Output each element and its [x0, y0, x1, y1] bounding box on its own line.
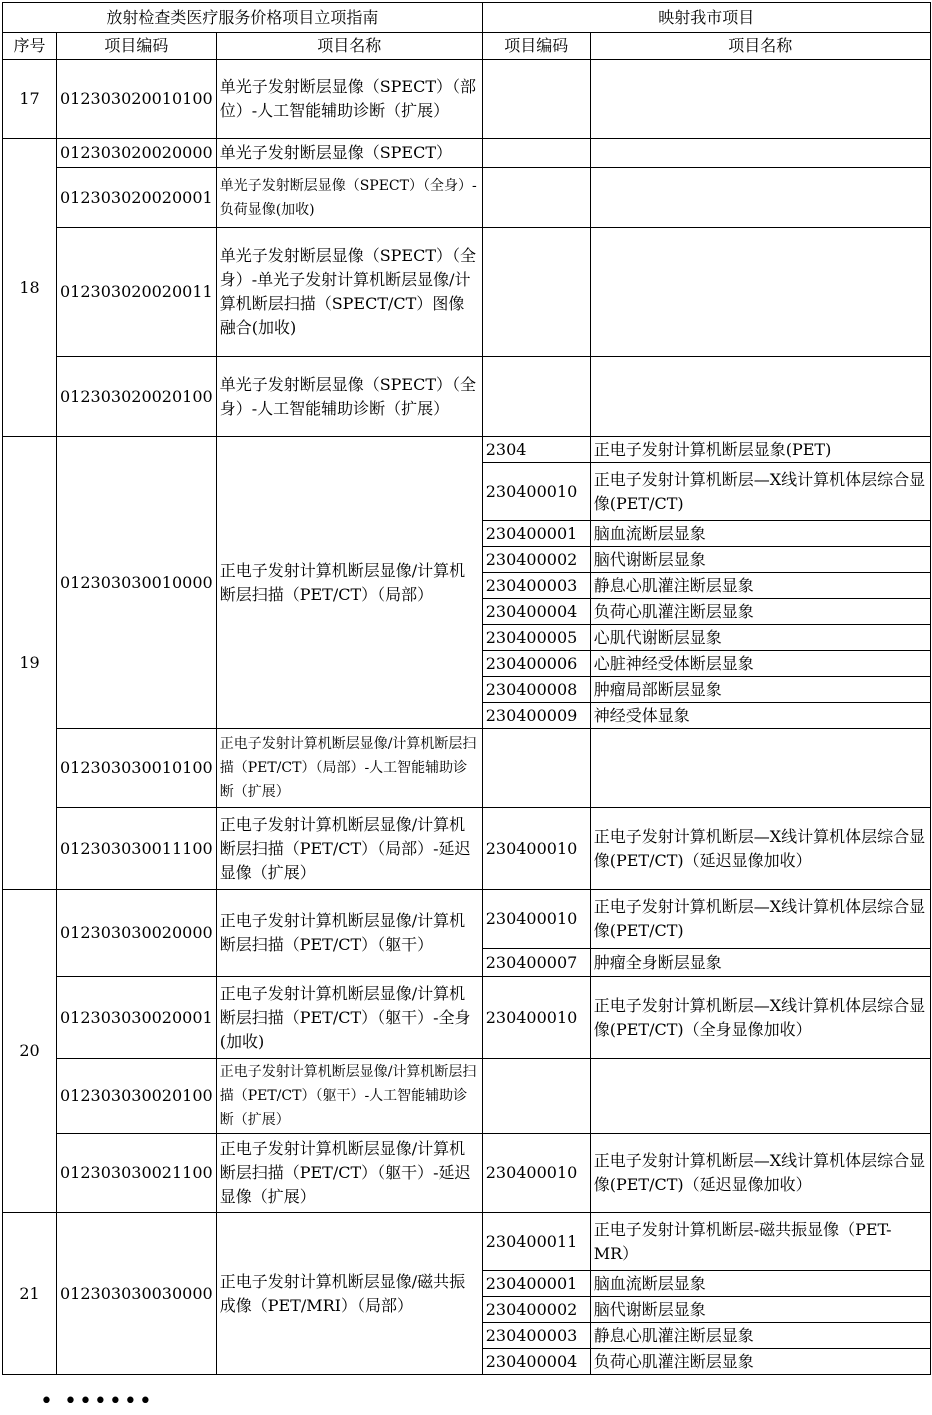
- local-name-cell: 心肌代谢断层显象: [590, 625, 930, 651]
- local-code-cell: 230400002: [482, 1297, 590, 1323]
- table-row: [3, 729, 931, 808]
- local-name-cell: [590, 729, 930, 808]
- code-cell: 012303020010100: [57, 60, 217, 139]
- local-name-cell: 正电子发射计算机断层—X线计算机体层综合显像(PET/CT)（全身显像加收）: [590, 977, 930, 1059]
- name-cell: 正电子发射计算机断层显像/磁共振成像（PET/MRI）（局部）: [216, 1213, 482, 1375]
- local-code-cell: 230400007: [482, 949, 590, 977]
- name-cell: 正电子发射计算机断层显像/计算机断层扫描（PET/CT）（躯干）-人工智能辅助诊断（扩展）: [216, 1059, 482, 1134]
- local-code-cell: [482, 139, 590, 168]
- col-header-seq: 序号: [3, 33, 57, 60]
- local-code-cell: 230400001: [482, 521, 590, 547]
- table-row: [3, 437, 931, 463]
- local-name-cell: 肿瘤全身断层显象: [590, 949, 930, 977]
- local-name-cell: [590, 139, 930, 168]
- local-code-cell: 230400006: [482, 651, 590, 677]
- col-header-local-code: 项目编码: [482, 33, 590, 60]
- local-code-cell: 230400010: [482, 808, 590, 890]
- seq-cell: 21: [3, 1213, 57, 1375]
- local-name-cell: 脑血流断层显象: [590, 521, 930, 547]
- code-cell: 012303030020100: [57, 1059, 217, 1134]
- local-name-cell: 神经受体显象: [590, 703, 930, 729]
- table-row: [3, 168, 931, 228]
- continuation-ellipsis: • ••••••: [40, 1389, 154, 1414]
- local-name-cell: 心脏神经受体断层显象: [590, 651, 930, 677]
- local-name-cell: [590, 357, 930, 437]
- local-code-cell: 230400002: [482, 547, 590, 573]
- name-cell: 正电子发射计算机断层显像/计算机断层扫描（PET/CT）（局部）-延迟显像（扩展）: [216, 808, 482, 890]
- local-name-cell: 负荷心肌灌注断层显象: [590, 599, 930, 625]
- local-name-cell: 脑血流断层显象: [590, 1271, 930, 1297]
- code-cell: 012303020020000: [57, 139, 217, 168]
- local-name-cell: 静息心肌灌注断层显象: [590, 573, 930, 599]
- code-cell: 012303030020000: [57, 890, 217, 977]
- name-cell: 单光子发射断层显像（SPECT）（全身）-单光子发射计算机断层显像/计算机断层扫描（SPECT/CT）图像融合(加收): [216, 228, 482, 357]
- local-code-cell: 230400010: [482, 977, 590, 1059]
- code-cell: 012303030030000: [57, 1213, 217, 1375]
- local-name-cell: 正电子发射计算机断层—X线计算机体层综合显像(PET/CT): [590, 890, 930, 949]
- name-cell: 单光子发射断层显像（SPECT）（部位）-人工智能辅助诊断（扩展）: [216, 60, 482, 139]
- local-code-cell: 230400009: [482, 703, 590, 729]
- local-code-cell: 230400010: [482, 463, 590, 521]
- column-header-row: [3, 33, 931, 60]
- col-header-code: 项目编码: [57, 33, 217, 60]
- group-header-row: [3, 3, 931, 33]
- local-name-cell: 负荷心肌灌注断层显象: [590, 1349, 930, 1375]
- table-row: [3, 1134, 931, 1213]
- local-code-cell: 230400004: [482, 599, 590, 625]
- local-name-cell: [590, 60, 930, 139]
- seq-cell: 18: [3, 139, 57, 437]
- code-cell: 012303030010000: [57, 437, 217, 729]
- name-cell: 单光子发射断层显像（SPECT）（全身）-负荷显像(加收): [216, 168, 482, 228]
- local-name-cell: 正电子发射计算机断层—X线计算机体层综合显像(PET/CT): [590, 463, 930, 521]
- local-name-cell: 脑代谢断层显象: [590, 1297, 930, 1323]
- table-row: [3, 977, 931, 1059]
- local-name-cell: 正电子发射计算机断层—X线计算机体层综合显像(PET/CT)（延迟显像加收）: [590, 1134, 930, 1213]
- local-code-cell: 230400003: [482, 1323, 590, 1349]
- code-cell: 012303020020001: [57, 168, 217, 228]
- local-code-cell: 230400010: [482, 1134, 590, 1213]
- table-row: [3, 357, 931, 437]
- name-cell: 正电子发射计算机断层显像/计算机断层扫描（PET/CT）（躯干）-全身(加收): [216, 977, 482, 1059]
- local-name-cell: 正电子发射计算机断层-磁共振显像（PET-MR）: [590, 1213, 930, 1271]
- local-code-cell: 230400008: [482, 677, 590, 703]
- name-cell: 正电子发射计算机断层显像/计算机断层扫描（PET/CT）（局部）-人工智能辅助诊断（扩展）: [216, 729, 482, 808]
- name-cell: 正电子发射计算机断层显像/计算机断层扫描（PET/CT）（躯干）: [216, 890, 482, 977]
- local-code-cell: [482, 357, 590, 437]
- table-row: [3, 228, 931, 357]
- name-cell: 单光子发射断层显像（SPECT）（全身）-人工智能辅助诊断（扩展）: [216, 357, 482, 437]
- local-code-cell: 230400003: [482, 573, 590, 599]
- seq-cell: 17: [3, 60, 57, 139]
- name-cell: 单光子发射断层显像（SPECT）: [216, 139, 482, 168]
- local-code-cell: [482, 60, 590, 139]
- name-cell: 正电子发射计算机断层显像/计算机断层扫描（PET/CT）（局部）: [216, 437, 482, 729]
- local-group-header: 映射我市项目: [482, 3, 930, 33]
- local-code-cell: 230400001: [482, 1271, 590, 1297]
- price-mapping-table: [2, 2, 931, 1375]
- col-header-local-name: 项目名称: [590, 33, 930, 60]
- local-name-cell: [590, 1059, 930, 1134]
- local-code-cell: 2304: [482, 437, 590, 463]
- local-name-cell: 正电子发射计算机断层—X线计算机体层综合显像(PET/CT)（延迟显像加收）: [590, 808, 930, 890]
- seq-cell: 20: [3, 890, 57, 1213]
- code-cell: 012303020020100: [57, 357, 217, 437]
- local-code-cell: 230400004: [482, 1349, 590, 1375]
- name-cell: 正电子发射计算机断层显像/计算机断层扫描（PET/CT）（躯干）-延迟显像（扩展）: [216, 1134, 482, 1213]
- table-row: [3, 1059, 931, 1134]
- table-row: [3, 139, 931, 168]
- local-code-cell: [482, 168, 590, 228]
- local-name-cell: [590, 228, 930, 357]
- seq-cell: 19: [3, 437, 57, 890]
- local-code-cell: [482, 1059, 590, 1134]
- local-code-cell: 230400011: [482, 1213, 590, 1271]
- col-header-name: 项目名称: [216, 33, 482, 60]
- local-code-cell: 230400010: [482, 890, 590, 949]
- table-row: [3, 890, 931, 949]
- local-name-cell: 脑代谢断层显象: [590, 547, 930, 573]
- code-cell: 012303020020011: [57, 228, 217, 357]
- local-name-cell: 正电子发射计算机断层显象(PET): [590, 437, 930, 463]
- local-code-cell: [482, 228, 590, 357]
- local-code-cell: 230400005: [482, 625, 590, 651]
- code-cell: 012303030020001: [57, 977, 217, 1059]
- code-cell: 012303030021100: [57, 1134, 217, 1213]
- table-row: [3, 1213, 931, 1271]
- code-cell: 012303030011100: [57, 808, 217, 890]
- local-name-cell: 肿瘤局部断层显象: [590, 677, 930, 703]
- table-row: [3, 808, 931, 890]
- guide-group-header: 放射检查类医疗服务价格项目立项指南: [3, 3, 483, 33]
- local-code-cell: [482, 729, 590, 808]
- table-row: [3, 60, 931, 139]
- code-cell: 012303030010100: [57, 729, 217, 808]
- local-name-cell: 静息心肌灌注断层显象: [590, 1323, 930, 1349]
- local-name-cell: [590, 168, 930, 228]
